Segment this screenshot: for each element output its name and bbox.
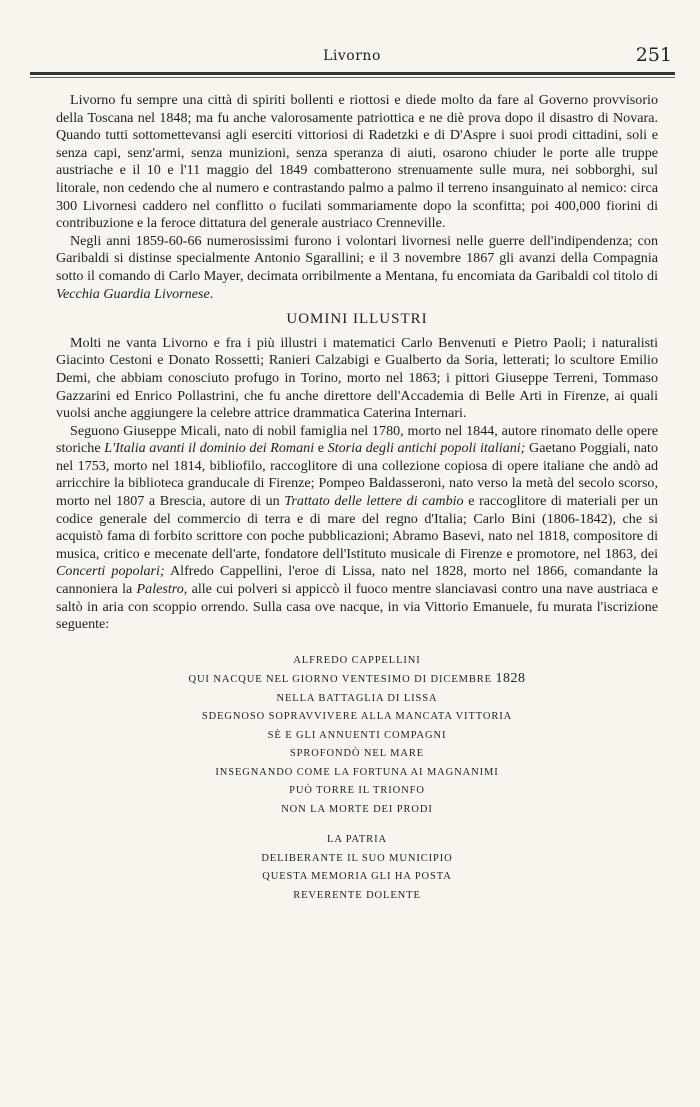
page-number: 251 [635,44,672,66]
inscription-line-9: NON LA MORTE DEI PRODI [281,803,433,815]
paragraph-2-italic: Vecchia Guardia Livornese [56,285,210,302]
p4-italic-5: Palestro [136,581,184,598]
p4-text-a: Seguono Giuseppe Micali, nato di nobil famiglia nel 1780, morto nel 1844, autore rinomato delle opere storiche [56,422,658,457]
p4-text-b: e [317,440,325,457]
running-title: Livorno [323,48,381,64]
p4-text-c: Gaetano Poggiali, nato nel 1753, morto nel 1814, bibliofilo, raccoglitore di una collezione copiosa di opere italiane che andò ad arricchire la biblioteca granducale di Firenze; Pompeo Baldasseroni, nato verso la metà del secolo scorso, morto nel 1807 a Brescia, autore di un [56,440,659,510]
paragraph-2-text: Negli anni 1859-60-66 numerosissimi furono i volontari livornesi nelle guerre dell'indipendenza; con Garibaldi si distinse specialmente Antonio Sgarallini; e il 3 novembre 1867 gli avanzi della Compagnia sotto il comando di Carlo Mayer, decimata orribilmente a Mentana, fu encomiata da Garibaldi col titolo di [56,232,658,284]
p4-italic-1: L'Italia avanti il dominio dei Romani [104,440,315,457]
page-header [32,44,672,72]
p4-italic-3: Trattato delle lettere di cambio [284,493,464,510]
paragraph-1: Livorno fu sempre una città di spiriti bollenti e riottosi e diede molto da fare al Governo provvisorio della Toscana nel 1848; ma fu anche valorosamente patriottica e ne diè prova dopo il disastro di Novara. Quando tutti sottomettevansi agli eserciti vittoriosi di Radetzki e di D'Aspre i suoi prodi cittadini, soli e senza capi, senz'armi, senza munizioni, senza speranza di aiuti, osarono chiuder le porte alle truppe austriache e il 10 e l'11 maggio del 1849 combatterono strenuamente sulle mura, nei sobborghi, sul litorale, non cedendo che al numero e contrastando palmo a palmo il terreno insanguinato al nemico: circa 300 Livornesi caddero nel conflitto o fucilati sommariamente dopo la sconfitta; poi 400,000 fiorini di contribuzione e la feroce dittatura del generale austriaco Crenneville. [56,92,658,232]
paragraph-2-end: . [209,285,214,302]
inscription-line-11: DELIBERANTE IL SUO MUNICIPIO [261,852,453,864]
p4-italic-4: Concerti popolari; [56,563,165,580]
inscription-line-4: SDEGNOSO SOPRAVVIVERE ALLA MANCATA VITTORIA [201,711,513,723]
inscription-line-2 [56,670,658,690]
paragraph-4 [56,423,658,634]
inscription-line-13: REVERENTE DOLENTE [293,889,421,901]
p4-italic-2: Storia degli antichi popoli italiani; [327,440,526,457]
inscription-line-1: ALFREDO CAPPELLINI [293,654,421,666]
inscription [56,652,658,906]
paragraph-3: Molti ne vanta Livorno e fra i più illustri i matematici Carlo Benvenuti e Pietro Paoli; i naturalisti Giacinto Cestoni e Donato Rossetti; Ranieri Calzabigi e Gualberto da Soria, letterati; lo scultore Emilio Demi, che abbiam conosciuto profugo in Torino, morto nel 1863; i pittori Giuseppe Terreni, Tommaso Gazzarini ed Enrico Pollastrini, che fu anche direttore dell'Accademia di Belle Arti in Firenze, ai quali vuolsi anche aggiungere la celebre attrice drammatica Caterina Internari. [56,334,658,422]
header-rule-thin [30,77,675,78]
inscription-line-6: SPROFONDÒ NEL MARE [289,748,425,760]
inscription-line-10: LA PATRIA [327,834,387,846]
p4-text-d: e raccoglitore di materiali per un codice generale del commercio di terra e di mare del regno d'Italia; Carlo Bini (1806-1842), che si acquistò fama di forbito scrittore con poche pubblicazioni; Abramo Basevi, nato nel 1818, compositore di musica, critico e mecenate dell'arte, fondatore dell'Istituto musicale di Firenze e promotore, nel 1863, dei [56,493,659,562]
inscription-gap [56,819,658,831]
inscription-year: 1828 [495,671,526,687]
p4-text-f: , alle cui polveri si appiccò il fuoco mentre slanciavasi contro una nave austriaca e saltò in aria con scoppio orrendo. Sulla casa ove nacque, in via Vittorio Emanuele, fu murata l'iscrizione seguente: [56,581,659,633]
section-title: UOMINI ILLUSTRI [286,311,428,328]
inscription-line-2-text: QUI NACQUE NEL GIORNO VENTESIMO DI DICEMBRE [188,674,492,686]
inscription-line-12: QUESTA MEMORIA GLI HA POSTA [262,871,452,883]
inscription-line-7: INSEGNANDO COME LA FORTUNA AI MAGNANIMI [215,766,499,778]
inscription-line-3: NELLA BATTAGLIA DI LISSA [276,692,438,704]
p4-text-e: Alfredo Cappellini, l'eroe di Lissa, nato nel 1828, morto nel 1866, comandante la cannoniera la [56,563,659,598]
main-text [56,92,658,905]
paragraph-2 [56,233,658,303]
inscription-line-5: SÈ E GLI ANNUENTI COMPAGNI [267,729,447,741]
header-rule-thick [30,72,675,75]
inscription-line-8: PUÒ TORRE IL TRIONFO [289,785,425,797]
